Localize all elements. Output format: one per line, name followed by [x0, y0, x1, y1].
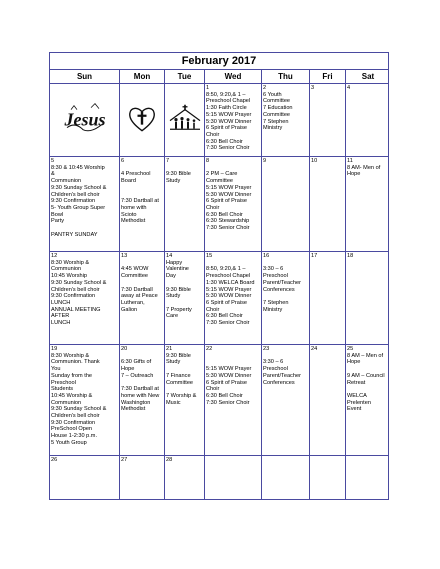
event-line: Music: [166, 399, 181, 406]
event-line: 8 AM – Men of: [347, 352, 384, 359]
event-line: 4:45 WOW: [121, 266, 149, 273]
event-line: Valentine: [166, 266, 189, 273]
event-line: 5 Youth Group: [51, 439, 87, 446]
event-line: 7 Finance: [166, 372, 191, 379]
event-line: 6 Youth: [263, 91, 282, 98]
event-line: Communion: [51, 178, 82, 185]
event-line: Ministry: [263, 306, 283, 313]
day-number: 21: [166, 346, 173, 352]
event-line: 9:30 Sunday School &: [51, 184, 107, 191]
event-line: Study: [166, 178, 181, 185]
day-number: 25: [347, 346, 354, 352]
event-line: [263, 353, 308, 360]
event-line: home with New: [121, 392, 160, 399]
event-line: [347, 386, 388, 393]
event-line: 5:30 WOW Dinner: [206, 372, 252, 379]
event-line: home with: [121, 204, 147, 211]
event-line: Prelenten: [347, 399, 371, 406]
event-line: 9:30 Sunday School &: [51, 406, 107, 413]
event-line: 9:30 Confirmation: [51, 419, 96, 426]
day-number: 6: [121, 158, 125, 164]
event-line: &: [51, 171, 55, 178]
calendar-day-cell: [310, 252, 346, 344]
event-line: 5:15 WOW Prayer: [206, 366, 252, 373]
day-number: 19: [51, 346, 58, 352]
event-line: 9:30 Bible: [166, 352, 191, 359]
calendar-day-cell: [310, 84, 346, 156]
event-line: 6 Spirit of Praise: [206, 125, 248, 132]
event-line: [166, 165, 203, 172]
event-line: [166, 280, 203, 287]
event-line: [166, 366, 203, 373]
day-number: 10: [311, 158, 318, 164]
event-line: Preschool Chapel: [206, 98, 251, 105]
jesus-logo-text: Jesus: [63, 109, 106, 130]
event-line: Students: [51, 386, 74, 393]
calendar-day-cell: [50, 345, 120, 455]
day-number: 26: [51, 457, 58, 463]
event-line: [121, 165, 163, 172]
event-line: 3:30 – 6: [263, 266, 284, 273]
calendar-week-row: [50, 345, 388, 456]
event-line: 2 PM – Care: [206, 171, 238, 178]
event-line: 6:30 Gifts of: [121, 359, 152, 366]
calendar-day-cell: [262, 345, 310, 455]
calendar-weeks: [50, 84, 388, 499]
event-line: [206, 260, 260, 267]
calendar-day-cell: [346, 456, 388, 499]
event-line: 6 Spirit of Praise: [206, 198, 248, 205]
event-line: 6:30 Stewardship: [206, 218, 250, 225]
event-line: 7:30 Senior Choir: [206, 145, 250, 152]
day-number: 4: [347, 85, 351, 91]
event-line: 7:30 Senior Choir: [206, 399, 250, 406]
calendar-day-cell: [346, 84, 388, 156]
event-line: Scioto: [121, 211, 137, 218]
event-line: 5:15 WOW Prayer: [206, 184, 252, 191]
event-line: [121, 353, 163, 360]
weekday-fri: Fri: [310, 70, 346, 83]
heart-cross-icon: [127, 104, 157, 137]
event-line: 7:30 Dartball at: [121, 198, 159, 205]
event-line: Choir: [206, 306, 220, 313]
calendar-day-cell: [50, 84, 120, 156]
event-line: [51, 225, 118, 232]
calendar-day-cell: [205, 84, 262, 156]
event-line: [121, 380, 163, 387]
event-line: PANTRY SUNDAY: [51, 231, 98, 238]
event-line: House 1-2:30 p.m.: [51, 433, 98, 440]
event-line: Preschool: [263, 273, 288, 280]
event-line: 6:30 Bell Choir: [206, 211, 243, 218]
event-line: WELCA: [347, 392, 367, 399]
event-line: Conferences: [263, 286, 295, 293]
event-line: Event: [347, 406, 362, 413]
day-number: 9: [263, 158, 267, 164]
calendar-week-row: [50, 456, 388, 499]
calendar-title: February 2017: [50, 53, 388, 70]
event-line: Communion: [51, 266, 82, 273]
event-line: 5- Youth Group Super: [51, 204, 106, 211]
calendar-day-cell: [262, 84, 310, 156]
event-line: 7:30 Senior Choir: [206, 320, 250, 327]
event-line: [166, 300, 203, 307]
event-line: 6 Spirit of Praise: [206, 379, 248, 386]
day-number: 24: [311, 346, 318, 352]
event-line: 1:30 Faith Circle: [206, 105, 247, 112]
event-line: 8:30 Worship &: [51, 259, 90, 266]
event-line: Choir: [206, 131, 220, 138]
day-number: 15: [206, 253, 213, 259]
day-number: 7: [166, 158, 170, 164]
event-line: Washington: [121, 399, 151, 406]
event-line: 6 Spirit of Praise: [206, 299, 248, 306]
event-line: Committee: [263, 111, 291, 118]
event-line: PreSchool Open: [51, 426, 93, 433]
weekday-thu: Thu: [262, 70, 310, 83]
event-line: Conferences: [263, 379, 295, 386]
event-line: LUNCH: [51, 320, 71, 327]
event-line: Ministry: [263, 125, 283, 132]
calendar-day-cell: [50, 456, 120, 499]
calendar-day-cell: [120, 456, 165, 499]
calendar-day-cell: [310, 456, 346, 499]
calendar-day-cell: [50, 252, 120, 344]
event-line: You: [51, 366, 61, 373]
event-line: 7 Worship &: [166, 392, 197, 399]
jesus-logo: [61, 102, 109, 139]
calendar-day-cell: [346, 345, 388, 455]
event-line: 8:30 & 10:45 Worship: [51, 164, 105, 171]
calendar-day-cell: [205, 456, 262, 499]
calendar-day-cell: [262, 157, 310, 251]
event-line: Parent/Teacher: [263, 372, 301, 379]
calendar: [49, 52, 389, 500]
calendar-day-cell: [165, 252, 205, 344]
event-line: Sunday from the: [51, 372, 93, 379]
event-line: Galion: [121, 306, 138, 313]
event-line: 7 – Outreach: [121, 372, 154, 379]
event-line: Party: [51, 218, 65, 225]
event-line: Preschool: [263, 366, 288, 373]
event-line: 9:30 Bible: [166, 171, 191, 178]
event-line: 7:30 Dartball at: [121, 386, 159, 393]
calendar-day-cell: [120, 252, 165, 344]
day-number: 2: [263, 85, 267, 91]
event-line: 7 Stephen: [263, 299, 289, 306]
event-line: Committee: [166, 379, 194, 386]
event-line: 6:30 Bell Choir: [206, 313, 243, 320]
event-line: Methodist: [121, 406, 146, 413]
event-line: [263, 293, 308, 300]
event-line: 3:30 – 6: [263, 359, 284, 366]
calendar-day-cell: [165, 84, 205, 156]
event-line: Communion. Thank: [51, 359, 100, 366]
weekday-tue: Tue: [165, 70, 205, 83]
calendar-week-row: [50, 252, 388, 345]
event-line: Retreat: [347, 379, 366, 386]
calendar-day-cell: [262, 456, 310, 499]
calendar-week-row: [50, 84, 388, 157]
event-line: Committee: [121, 273, 149, 280]
calendar-day-cell: [120, 84, 165, 156]
event-line: [166, 386, 203, 393]
day-number: 16: [263, 253, 270, 259]
day-number: 20: [121, 346, 128, 352]
event-line: 5:15 WOW Prayer: [206, 111, 252, 118]
event-line: 9:30 Confirmation: [51, 198, 96, 205]
event-line: 1:30 WELCA Board: [206, 279, 255, 286]
event-line: [206, 359, 260, 366]
event-line: Happy: [166, 259, 183, 266]
event-line: 9:30 Sunday School &: [51, 279, 107, 286]
weekday-wed: Wed: [205, 70, 262, 83]
day-number: 28: [166, 457, 173, 463]
event-line: [206, 165, 260, 172]
event-line: [121, 280, 163, 287]
day-number: 23: [263, 346, 270, 352]
event-line: [121, 192, 163, 199]
calendar-day-cell: [120, 157, 165, 251]
event-line: 4 Preschool: [121, 171, 151, 178]
event-line: [263, 260, 308, 267]
calendar-day-cell: [346, 252, 388, 344]
event-line: Methodist: [121, 218, 146, 225]
event-line: Preschool: [51, 379, 76, 386]
day-number: 1: [206, 85, 210, 91]
day-number: 27: [121, 457, 128, 463]
calendar-day-cell: [205, 345, 262, 455]
event-line: 7 Stephen: [263, 118, 289, 125]
event-line: Committee: [263, 98, 291, 105]
event-line: Committee: [206, 178, 234, 185]
event-line: Study: [166, 359, 181, 366]
day-number: 11: [347, 158, 353, 164]
event-line: 7:30 Senior Choir: [206, 225, 250, 232]
calendar-day-cell: [262, 252, 310, 344]
event-line: Hope: [347, 171, 361, 178]
event-line: 7 Property: [166, 306, 192, 313]
event-line: 8 AM- Men of: [347, 164, 381, 171]
calendar-week-row: [50, 157, 388, 252]
church-family-icon: [166, 105, 204, 136]
event-line: [121, 185, 163, 192]
calendar-day-cell: [165, 157, 205, 251]
weekday-sat: Sat: [361, 72, 375, 81]
event-line: 8:30 Worship &: [51, 352, 90, 359]
event-line: 7 Education: [263, 105, 293, 112]
day-number: 17: [311, 253, 318, 259]
event-line: 7:30 Dartball: [121, 286, 153, 293]
event-line: Board: [121, 178, 136, 185]
event-line: Preschool Chapel: [206, 273, 251, 280]
event-line: Children's bell choir: [51, 191, 100, 198]
day-number: 22: [206, 346, 213, 352]
event-line: [121, 260, 163, 267]
event-line: Bowl: [51, 211, 64, 218]
day-number: 18: [347, 253, 354, 259]
event-line: 10:45 Worship &: [51, 392, 93, 399]
day-number: 8: [206, 158, 210, 164]
event-line: Lutheran,: [121, 299, 145, 306]
event-line: ANNUAL MEETING: [51, 306, 101, 313]
weekday-sun: Sun: [50, 70, 120, 83]
event-line: Hope: [121, 366, 135, 373]
event-line: Day: [166, 273, 176, 280]
event-line: Choir: [206, 386, 220, 393]
event-line: 6:30 Bell Choir: [206, 392, 243, 399]
calendar-day-cell: [310, 345, 346, 455]
event-line: 10:45 Worship: [51, 273, 87, 280]
event-line: Hope: [347, 359, 361, 366]
event-line: AFTER: [51, 313, 70, 320]
day-number: 3: [311, 85, 315, 91]
event-line: [347, 366, 388, 373]
event-line: away at Peace: [121, 293, 158, 300]
calendar-day-cell: [50, 157, 120, 251]
event-line: Children's bell choir: [51, 286, 100, 293]
calendar-day-cell: [346, 157, 388, 251]
day-number: 12: [51, 253, 58, 259]
weekday-header: [50, 70, 388, 84]
event-line: LUNCH: [51, 299, 71, 306]
event-line: 5:30 WOW Dinner: [206, 118, 252, 125]
day-number: 13: [121, 253, 128, 259]
calendar-day-cell: [205, 157, 262, 251]
event-line: 9:30 Confirmation: [51, 293, 96, 300]
weekday-mon: Mon: [120, 70, 165, 83]
event-line: Study: [166, 293, 181, 300]
event-line: Care: [166, 313, 179, 320]
calendar-day-cell: [120, 345, 165, 455]
calendar-day-cell: [310, 157, 346, 251]
event-line: [206, 353, 260, 360]
event-line: Communion: [51, 399, 82, 406]
event-line: Parent/Teacher: [263, 279, 301, 286]
event-line: Choir: [206, 204, 220, 211]
event-line: 5:30 WOW Dinner: [206, 293, 252, 300]
event-line: 9:30 Bible: [166, 286, 191, 293]
event-line: 5:15 WOW Prayer: [206, 286, 252, 293]
calendar-day-cell: [165, 456, 205, 499]
day-number: 14: [166, 253, 173, 259]
event-line: Children's bell choir: [51, 413, 100, 420]
calendar-day-cell: [205, 252, 262, 344]
event-line: 5:30 WOW Dinner: [206, 191, 252, 198]
event-line: 6:30 Bell Choir: [206, 138, 243, 145]
calendar-day-cell: [165, 345, 205, 455]
event-line: 9 AM – Council: [347, 372, 385, 379]
day-number: 5: [51, 158, 55, 164]
event-line: 8:50, 9:20,& 1 –: [206, 266, 246, 273]
event-line: 8:50, 9:20,& 1 –: [206, 91, 246, 98]
